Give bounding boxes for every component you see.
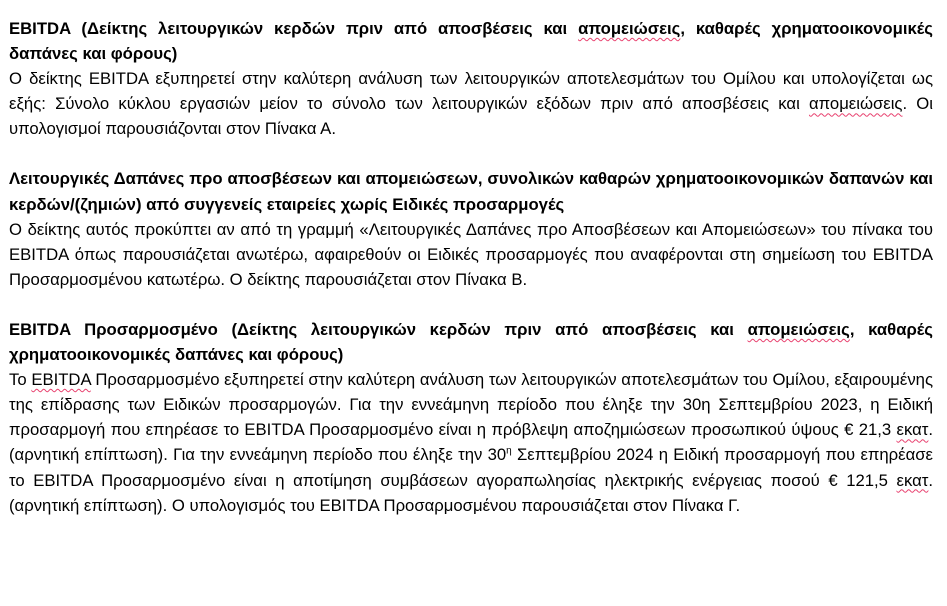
document-page xyxy=(9,16,933,543)
section-heading xyxy=(9,317,933,367)
spellcheck-word: απομειώσεις xyxy=(578,19,681,38)
heading-text: , καθαρές χρηματοοικονομικές δαπάνες και φόρους) xyxy=(9,319,933,365)
section-paragraph: Ο δείκτης αυτός προκύπτει αν από τη γραμμή «Λειτουργικές Δαπάνες προ Αποσβέσεων και Απομειώσεων» του πίνακα του EBITDA όπως παρουσιάζεται ανωτέρω, αφαιρεθούν οι Ειδικές προσαρμογές που αναφέρονται στη σημείωση του EBITDA Προσαρμοσμένου κατωτέρω. Ο δείκτης παρουσιάζεται στον Πίνακα Β. xyxy=(9,219,933,289)
heading-text: EBITDA (Δείκτης λειτουργικών κερδών πριν από αποσβέσεις και xyxy=(9,19,579,38)
spellcheck-word: εκατ xyxy=(896,470,929,490)
superscript-ordinal: η xyxy=(506,445,512,457)
section-paragraph xyxy=(9,367,933,518)
paragraph-text: . (αρνητική επίπτωση). Ο υπολογισμός του EBITDA Προσαρμοσμένου παρουσιάζεται στον Πίνακα Γ. xyxy=(9,470,933,515)
heading-text: EBITDA Προσαρμοσμένο (Δείκτης λειτουργικών κερδών πριν από αποσβέσεις και xyxy=(9,319,748,339)
paragraph-text: Προσαρμοσμένο εξυπηρετεί στην καλύτερη ανάλυση των λειτουργικών αποτελεσμάτων του Ομίλου, εξαιρουμένης της επίδρασης των Ειδικών προσαρμογών. Για την εννεάμηνη περίοδο που έληξε την 30η Σεπτεμβρίου 2023, η Ειδική προσαρμογή που επηρέασε το EBITDA Προσαρμοσμένο είναι η πρόβλεψη αποζημιώσεων προσωπικού ύψους € 21,3 xyxy=(9,370,933,440)
section-paragraph xyxy=(9,66,933,141)
section-heading xyxy=(9,16,933,66)
heading-text: , καθαρές χρηματοοικονομικές δαπάνες και φόρους) xyxy=(9,19,933,64)
section-operating-expenses xyxy=(9,166,933,291)
spellcheck-word: απομειώσεις xyxy=(808,94,903,114)
paragraph-text: Σεπτεμβρίου 2024 η Ειδική προσαρμογή που επηρέασε το EBITDA Προσαρμοσμένο είναι η αποτίμηση συμβάσεων αγοραπωλησίας ηλεκτρικής ενέργειας ποσού € 121,5 xyxy=(9,445,933,490)
section-ebitda-adjusted xyxy=(9,317,933,518)
spellcheck-word: εκατ xyxy=(896,420,929,440)
paragraph-text: Το xyxy=(9,370,32,390)
paragraph-text: . Οι υπολογισμοί παρουσιάζονται στον Πίνακα Α. xyxy=(9,94,933,139)
section-ebitda xyxy=(9,16,933,141)
spellcheck-word: EBITDA xyxy=(31,370,91,390)
paragraph-text: Ο δείκτης EBITDA εξυπηρετεί στην καλύτερη ανάλυση των λειτουργικών αποτελεσμάτων του Ομίλου και υπολογίζεται ως εξής: Σύνολο κύκλου εργασιών μείον το σύνολο των λειτουργικών εξόδων πριν από αποσβέσεις και xyxy=(9,69,933,114)
section-heading: Λειτουργικές Δαπάνες προ αποσβέσεων και απομειώσεων, συνολικών καθαρών χρηματοοικονομικών δαπανών και κερδών/(ζημιών) από συγγενείς εταιρείες χωρίς Ειδικές προσαρμογές xyxy=(9,169,933,214)
spellcheck-word: απομειώσεις xyxy=(747,319,850,339)
paragraph-text: . (αρνητική επίπτωση). Για την εννεάμηνη περίοδο που έληξε την 30 xyxy=(9,420,933,465)
